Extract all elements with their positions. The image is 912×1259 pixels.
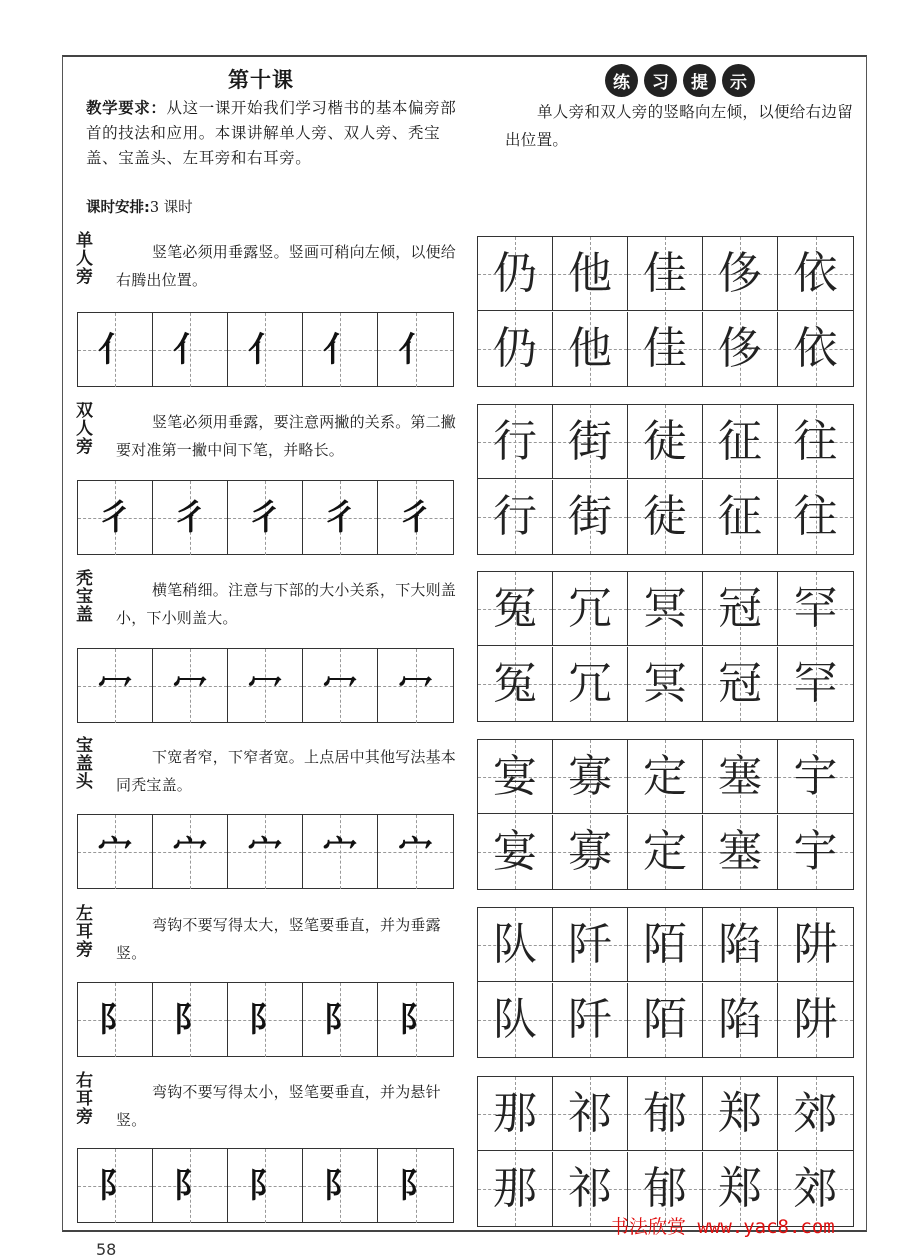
stroke-glyph: 彳 [173, 498, 207, 538]
stroke-cell [228, 815, 303, 889]
stroke-glyph: 亻 [248, 330, 282, 370]
char-glyph: 阱 [793, 993, 838, 1045]
radical-name-char: 旁 [76, 437, 93, 457]
char-cell [553, 1077, 628, 1151]
stroke-practice-grid [77, 1148, 454, 1223]
radical-name [76, 905, 96, 959]
char-glyph: 队 [493, 918, 537, 970]
stroke-glyph: 亻 [398, 330, 433, 370]
radical-name-char: 单 [76, 231, 93, 251]
char-cell [553, 405, 628, 479]
char-glyph: 冥 [643, 582, 687, 634]
radical-name [76, 402, 96, 456]
stroke-cell [153, 1149, 228, 1223]
radical-name [76, 737, 96, 791]
char-glyph: 他 [568, 247, 612, 299]
stroke-practice-grid [77, 814, 454, 889]
char-glyph: 祁 [568, 1087, 612, 1139]
char-glyph: 那 [493, 1162, 537, 1214]
radical-name-char: 旁 [76, 940, 93, 960]
stroke-cell [378, 313, 453, 387]
radical-description: 弯钩不要写得太大，竖笔要垂直，并为垂露竖。 [116, 916, 441, 962]
stroke-cell [378, 649, 453, 723]
stroke-glyph: 亻 [98, 330, 132, 370]
char-cell [778, 740, 853, 814]
stroke-glyph: 彳 [98, 498, 132, 538]
stroke-cell [228, 1149, 303, 1223]
char-cell [703, 1077, 778, 1151]
char-glyph: 徒 [643, 490, 687, 542]
char-glyph: 寡 [568, 825, 612, 877]
char-glyph: 塞 [718, 750, 762, 802]
stroke-cell [228, 983, 303, 1057]
char-cell [478, 405, 553, 479]
char-glyph: 郁 [643, 1162, 687, 1214]
character-practice-grid [477, 404, 854, 555]
stroke-glyph: 亻 [173, 330, 207, 370]
char-glyph: 冤 [493, 657, 537, 709]
char-cell [553, 740, 628, 814]
stroke-glyph: 阝 [398, 1000, 433, 1040]
char-glyph: 征 [718, 490, 762, 542]
char-cell [478, 312, 553, 386]
stroke-glyph: 阝 [98, 1000, 132, 1040]
stroke-glyph: 宀 [98, 832, 132, 872]
stroke-cell [303, 815, 378, 889]
stroke-cell [153, 815, 228, 889]
char-glyph: 侈 [718, 247, 762, 299]
radical-name-char: 耳 [76, 922, 93, 942]
stroke-cell [153, 481, 228, 555]
char-cell [628, 740, 703, 814]
char-cell [703, 405, 778, 479]
char-glyph: 行 [493, 490, 537, 542]
char-glyph: 郁 [643, 1087, 687, 1139]
char-cell [628, 572, 703, 646]
char-cell [628, 480, 703, 554]
char-cell [778, 405, 853, 479]
radical-description: 弯钩不要写得太小，竖笔要垂直，并为悬针竖。 [116, 1083, 441, 1129]
stroke-practice-grid [77, 480, 454, 555]
site-watermark: 书法欣赏 www.yac8.com [610, 1216, 835, 1238]
char-cell [628, 983, 703, 1057]
stroke-cell [78, 481, 153, 555]
char-cell [628, 815, 703, 889]
stroke-glyph: 冖 [98, 666, 132, 706]
char-glyph: 宴 [493, 750, 537, 802]
char-glyph: 冗 [568, 582, 612, 634]
stroke-glyph: 宀 [248, 832, 282, 872]
radical-description: 竖笔必须用垂露竖。竖画可稍向左倾，以便给右腾出位置。 [116, 243, 457, 289]
character-practice-grid [477, 1076, 854, 1227]
radical-description: 竖笔必须用垂露，要注意两撇的关系。第二撇要对准第一撇中间下笔，并略长。 [116, 413, 457, 459]
char-glyph: 往 [793, 490, 838, 542]
stroke-cell [228, 649, 303, 723]
char-glyph: 寡 [568, 750, 612, 802]
char-cell [703, 647, 778, 721]
char-cell [778, 1077, 853, 1151]
char-cell [478, 815, 553, 889]
stroke-cell [78, 815, 153, 889]
char-cell [628, 908, 703, 982]
char-cell [553, 237, 628, 311]
radical-name-char: 旁 [76, 267, 93, 287]
stroke-glyph: 冖 [248, 666, 282, 706]
char-cell [703, 480, 778, 554]
character-practice-grid [477, 907, 854, 1058]
stroke-cell [303, 983, 378, 1057]
tip-badge: 习 [644, 64, 677, 97]
char-glyph: 冤 [493, 582, 537, 634]
char-cell [553, 647, 628, 721]
stroke-glyph: 彳 [398, 498, 433, 538]
char-glyph: 阱 [793, 918, 838, 970]
char-cell [628, 312, 703, 386]
stroke-cell [153, 649, 228, 723]
radical-name-char: 宝 [76, 736, 93, 756]
stroke-glyph: 彳 [248, 498, 282, 538]
char-glyph: 塞 [718, 825, 762, 877]
lesson-schedule [86, 196, 193, 217]
stroke-cell [228, 313, 303, 387]
char-glyph: 佳 [643, 247, 687, 299]
stroke-cell [378, 1149, 453, 1223]
char-glyph: 行 [493, 415, 537, 467]
char-cell [703, 572, 778, 646]
radical-name-char: 盖 [76, 605, 93, 625]
char-glyph: 街 [568, 490, 612, 542]
char-cell [703, 983, 778, 1057]
stroke-glyph: 彳 [323, 498, 357, 538]
stroke-cell [303, 649, 378, 723]
char-cell [703, 740, 778, 814]
char-cell [703, 312, 778, 386]
stroke-glyph: 阝 [398, 1166, 433, 1206]
stroke-glyph: 冖 [398, 666, 433, 706]
stroke-glyph: 阝 [173, 1000, 207, 1040]
stroke-cell [228, 481, 303, 555]
stroke-glyph: 冖 [173, 666, 207, 706]
char-glyph: 罕 [793, 657, 838, 709]
stroke-glyph: 阝 [323, 1166, 357, 1206]
char-cell [778, 572, 853, 646]
char-glyph: 陷 [718, 918, 762, 970]
character-practice-grid [477, 571, 854, 722]
radical-name [76, 1072, 96, 1126]
char-glyph: 罕 [793, 582, 838, 634]
char-cell [553, 312, 628, 386]
char-glyph: 那 [493, 1087, 537, 1139]
char-cell [478, 237, 553, 311]
tip-badge: 示 [722, 64, 755, 97]
stroke-cell [303, 1149, 378, 1223]
stroke-cell [303, 481, 378, 555]
char-glyph: 宇 [793, 825, 838, 877]
requirement-text: 从这一课开始我们学习楷书的基本偏旁部首的技法和应用。本课讲解单人旁、双人旁、秃宝盖、宝盖头、左耳旁和右耳旁。 [86, 99, 457, 167]
char-cell [778, 312, 853, 386]
stroke-cell [378, 983, 453, 1057]
practice-tips-text: 单人旁和双人旁的竖略向左倾，以便给右边留出位置。 [505, 103, 854, 149]
char-cell [553, 908, 628, 982]
stroke-glyph: 亻 [323, 330, 357, 370]
char-cell [703, 908, 778, 982]
char-glyph: 依 [793, 322, 838, 374]
stroke-glyph: 阝 [248, 1000, 282, 1040]
char-glyph: 定 [643, 750, 687, 802]
char-glyph: 佳 [643, 322, 687, 374]
char-glyph: 依 [793, 247, 838, 299]
char-glyph: 冠 [718, 657, 762, 709]
stroke-cell [153, 983, 228, 1057]
char-glyph: 队 [493, 993, 537, 1045]
char-cell [778, 983, 853, 1057]
char-glyph: 冥 [643, 657, 687, 709]
stroke-cell [78, 1149, 153, 1223]
stroke-cell [303, 313, 378, 387]
character-practice-grid [477, 236, 854, 387]
char-cell [778, 908, 853, 982]
char-glyph: 他 [568, 322, 612, 374]
page-number: 58 [96, 1240, 117, 1259]
schedule-value: 3 课时 [149, 200, 193, 216]
radical-name-char: 双 [76, 401, 93, 421]
char-glyph: 阡 [568, 993, 612, 1045]
radical-name-char: 宝 [76, 587, 93, 607]
char-cell [478, 983, 553, 1057]
char-cell [478, 740, 553, 814]
char-glyph: 冗 [568, 657, 612, 709]
lesson-title: 第十课 [228, 68, 294, 92]
teaching-requirement [86, 96, 466, 171]
char-cell [553, 572, 628, 646]
char-cell [778, 237, 853, 311]
char-glyph: 冠 [718, 582, 762, 634]
char-cell [778, 647, 853, 721]
radical-name-char: 右 [76, 1071, 93, 1091]
char-glyph: 征 [718, 415, 762, 467]
char-cell [478, 480, 553, 554]
char-glyph: 侈 [718, 322, 762, 374]
tip-badge: 练 [605, 64, 638, 97]
char-glyph: 陌 [643, 918, 687, 970]
radical-name-char: 左 [76, 904, 93, 924]
stroke-cell [78, 649, 153, 723]
radical-name-char: 耳 [76, 1089, 93, 1109]
char-glyph: 陌 [643, 993, 687, 1045]
char-glyph: 郑 [718, 1087, 762, 1139]
stroke-cell [378, 815, 453, 889]
stroke-glyph: 宀 [323, 832, 357, 872]
char-cell [478, 1077, 553, 1151]
stroke-practice-grid [77, 312, 454, 387]
stroke-glyph: 宀 [398, 832, 433, 872]
char-cell [628, 1077, 703, 1151]
char-cell [478, 572, 553, 646]
radical-description: 下宽者窄，下窄者宽。上点居中其他写法基本同秃宝盖。 [116, 748, 457, 794]
radical-name-char: 人 [76, 249, 93, 269]
requirement-label: 教学要求： [86, 99, 167, 117]
stroke-glyph: 阝 [248, 1166, 282, 1206]
char-cell [703, 815, 778, 889]
radical-name [76, 570, 96, 624]
stroke-cell [153, 313, 228, 387]
radical-name-char: 秃 [76, 569, 93, 589]
char-cell [628, 237, 703, 311]
stroke-glyph: 阝 [173, 1166, 207, 1206]
char-glyph: 阡 [568, 918, 612, 970]
radical-description: 横笔稍细。注意与下部的大小关系，下大则盖小，下小则盖大。 [116, 581, 457, 627]
char-glyph: 郑 [718, 1162, 762, 1214]
char-cell [628, 405, 703, 479]
schedule-label: 课时安排: [86, 200, 150, 216]
tip-badge: 提 [683, 64, 716, 97]
char-glyph: 宇 [793, 750, 838, 802]
character-practice-grid [477, 739, 854, 890]
char-cell [478, 1152, 553, 1226]
char-glyph: 郊 [793, 1087, 838, 1139]
char-glyph: 宴 [493, 825, 537, 877]
char-glyph: 陷 [718, 993, 762, 1045]
stroke-cell [78, 983, 153, 1057]
stroke-practice-grid [77, 982, 454, 1057]
char-glyph: 街 [568, 415, 612, 467]
char-cell [553, 815, 628, 889]
char-glyph: 郊 [793, 1162, 838, 1214]
stroke-glyph: 宀 [173, 832, 207, 872]
char-cell [703, 237, 778, 311]
radical-name [76, 232, 96, 286]
char-glyph: 定 [643, 825, 687, 877]
stroke-cell [78, 313, 153, 387]
char-glyph: 祁 [568, 1162, 612, 1214]
char-cell [553, 983, 628, 1057]
practice-tips-header [605, 64, 755, 97]
char-cell [778, 480, 853, 554]
radical-name-char: 旁 [76, 1107, 93, 1127]
char-cell [478, 908, 553, 982]
stroke-practice-grid [77, 648, 454, 723]
radical-name-char: 盖 [76, 754, 93, 774]
char-cell [778, 815, 853, 889]
char-glyph: 仍 [493, 247, 537, 299]
char-glyph: 徒 [643, 415, 687, 467]
radical-name-char: 人 [76, 419, 93, 439]
stroke-glyph: 阝 [323, 1000, 357, 1040]
char-glyph: 仍 [493, 322, 537, 374]
char-cell [478, 647, 553, 721]
radical-name-char: 头 [76, 772, 93, 792]
char-cell [553, 480, 628, 554]
stroke-cell [378, 481, 453, 555]
stroke-glyph: 阝 [98, 1166, 132, 1206]
char-glyph: 往 [793, 415, 838, 467]
char-cell [628, 647, 703, 721]
stroke-glyph: 冖 [323, 666, 357, 706]
